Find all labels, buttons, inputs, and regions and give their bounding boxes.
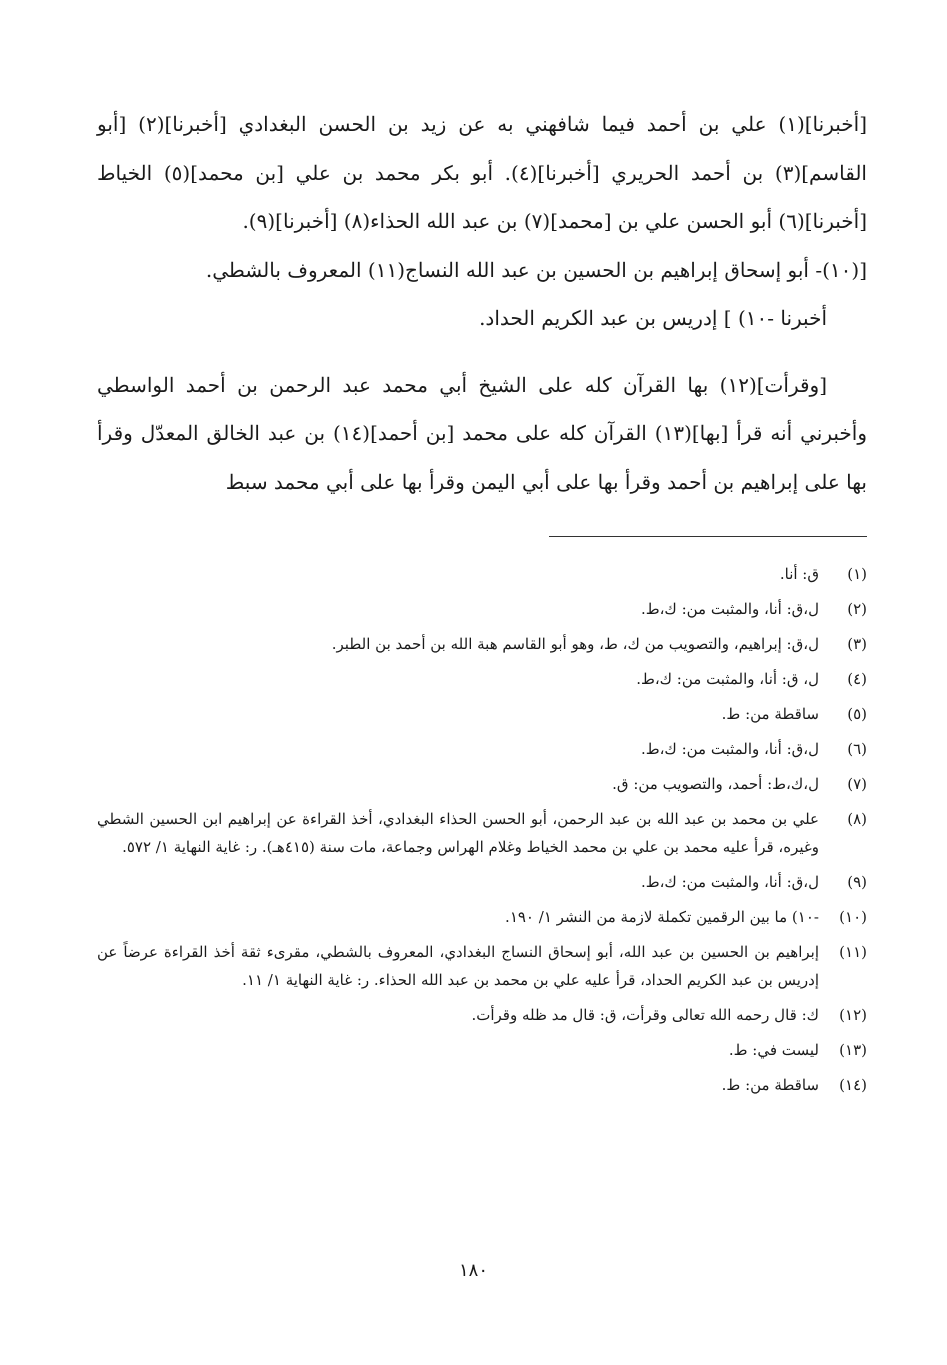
footnote-text: ساقطة من: ط. [721, 1076, 819, 1094]
footnote-text: ل،ق: أنا، والمثبت من: ك،ط. [640, 740, 819, 758]
main-paragraph-1-continuation: [(١٠)- أبو إسحاق إبراهيم بن الحسين بن عبد الله النساج(١١) المعروف بالشطي. [205, 257, 867, 282]
footnote-number: (٧) [847, 775, 867, 793]
footnote-item [97, 805, 867, 861]
footnote-number: (٥) [847, 705, 867, 723]
footnote-number: (٨) [847, 810, 867, 828]
footnote-item [97, 1001, 867, 1029]
footnote-text: ل،ق: أنا، والمثبت من: ك،ط. [640, 600, 819, 618]
footnote-number: (١) [847, 565, 867, 583]
footnote-number: (٢) [847, 600, 867, 618]
footnote-item [97, 630, 867, 658]
footnote-item [97, 700, 867, 728]
footnote-text: -١٠) ما بين الرقمين تكملة لازمة من النشر ١/ ١٩٠. [505, 908, 819, 926]
footnote-separator [549, 536, 867, 537]
footnotes [97, 560, 867, 1106]
page-number: ١٨٠ [458, 1260, 488, 1281]
footnote-item [97, 938, 867, 994]
footnote-number: (١٠) [839, 908, 867, 926]
footnote-text: ل،ق: أنا، والمثبت من: ك،ط. [640, 873, 819, 891]
footnote-text: ل، ق: أنا، والمثبت من: ك،ط. [636, 670, 819, 688]
footnote-item [97, 903, 867, 931]
footnote-number: (٤) [847, 670, 867, 688]
footnote-number: (١٢) [839, 1006, 867, 1024]
footnote-text: ساقطة من: ط. [721, 705, 819, 723]
main-text [97, 100, 867, 506]
footnote-item [97, 770, 867, 798]
footnote-text: ق: أنا. [779, 565, 819, 583]
footnote-text: إبراهيم بن الحسين بن عبد الله، أبو إسحاق النساج البغدادي، المعروف بالشطي، مقرىء ثقة أخذ القراءة عرضاً عن إدريس بن عبد الكريم الحداد، قرأ عليه علي بن محمد بن عبد الله الحذاء. ر: غاية النهاية ١/ ١١. [97, 943, 819, 989]
footnote-number: (١١) [839, 943, 867, 961]
footnote-item [97, 1071, 867, 1099]
footnote-item [97, 735, 867, 763]
footnote-item [97, 560, 867, 588]
footnote-number: (١٤) [839, 1076, 867, 1094]
footnote-text: ك: قال رحمه الله تعالى وقرأت، ق: قال مد ظله وقرأت. [471, 1006, 819, 1024]
footnote-item [97, 665, 867, 693]
footnote-item [97, 595, 867, 623]
footnote-text: ل،ق: إبراهيم، والتصويب من ك، ط، وهو أبو القاسم هبة الله بن أحمد بن الطبر. [331, 635, 819, 653]
main-paragraph-1-end: أخبرنا -١٠) ] إدريس بن عبد الكريم الحداد. [479, 306, 827, 330]
footnote-number: (٦) [847, 740, 867, 758]
footnote-number: (٣) [847, 635, 867, 653]
footnote-text: ليست في: ط. [728, 1041, 819, 1059]
footnote-text: ل،ك،ط: أحمد، والتصويب من: ق. [612, 775, 819, 793]
footnote-number: (٩) [847, 873, 867, 891]
footnote-number: (١٣) [839, 1041, 867, 1059]
main-paragraph-1: [أخبرنا](١) علي بن أحمد فيما شافهني به عن زيد بن الحسن البغدادي [أخبرنا](٢) [أبو القاسم](٣) بن أحمد الحريري [أخبرنا](٤). أبو بكر محمد بن علي [بن محمد](٥) الخياط [أخبرنا](٦) أبو الحسن علي بن [محمد](٧) بن عبد الله الحذاء(٨) [أخبرنا](٩). [97, 112, 867, 233]
main-paragraph-2: [وقرأت](١٢) بها القرآن كله على الشيخ أبي محمد عبد الرحمن بن أحمد الواسطي وأخبرني أنه قرأ [بها](١٣) القرآن كله على محمد [بن أحمد](١٤) بن عبد الخالق المعدّل وقرأ بها على إبراهيم بن أحمد وقرأ بها على أبي اليمن وقرأ بها على أبي محمد سبط [97, 372, 867, 494]
footnote-item [97, 868, 867, 896]
footnote-text: علي بن محمد بن عبد الله بن عبد الرحمن، أبو الحسن الحذاء البغدادي، أخذ القراءة عن إبراهيم ابن الحسين الشطي وغيره، قرأ عليه محمد بن علي بن محمد الخياط وغلام الهراس وجماعة، مات سنة (٤١٥هـ). ر: غاية النهاية ١/ ٥٧٢. [97, 810, 819, 856]
footnote-item [97, 1036, 867, 1064]
